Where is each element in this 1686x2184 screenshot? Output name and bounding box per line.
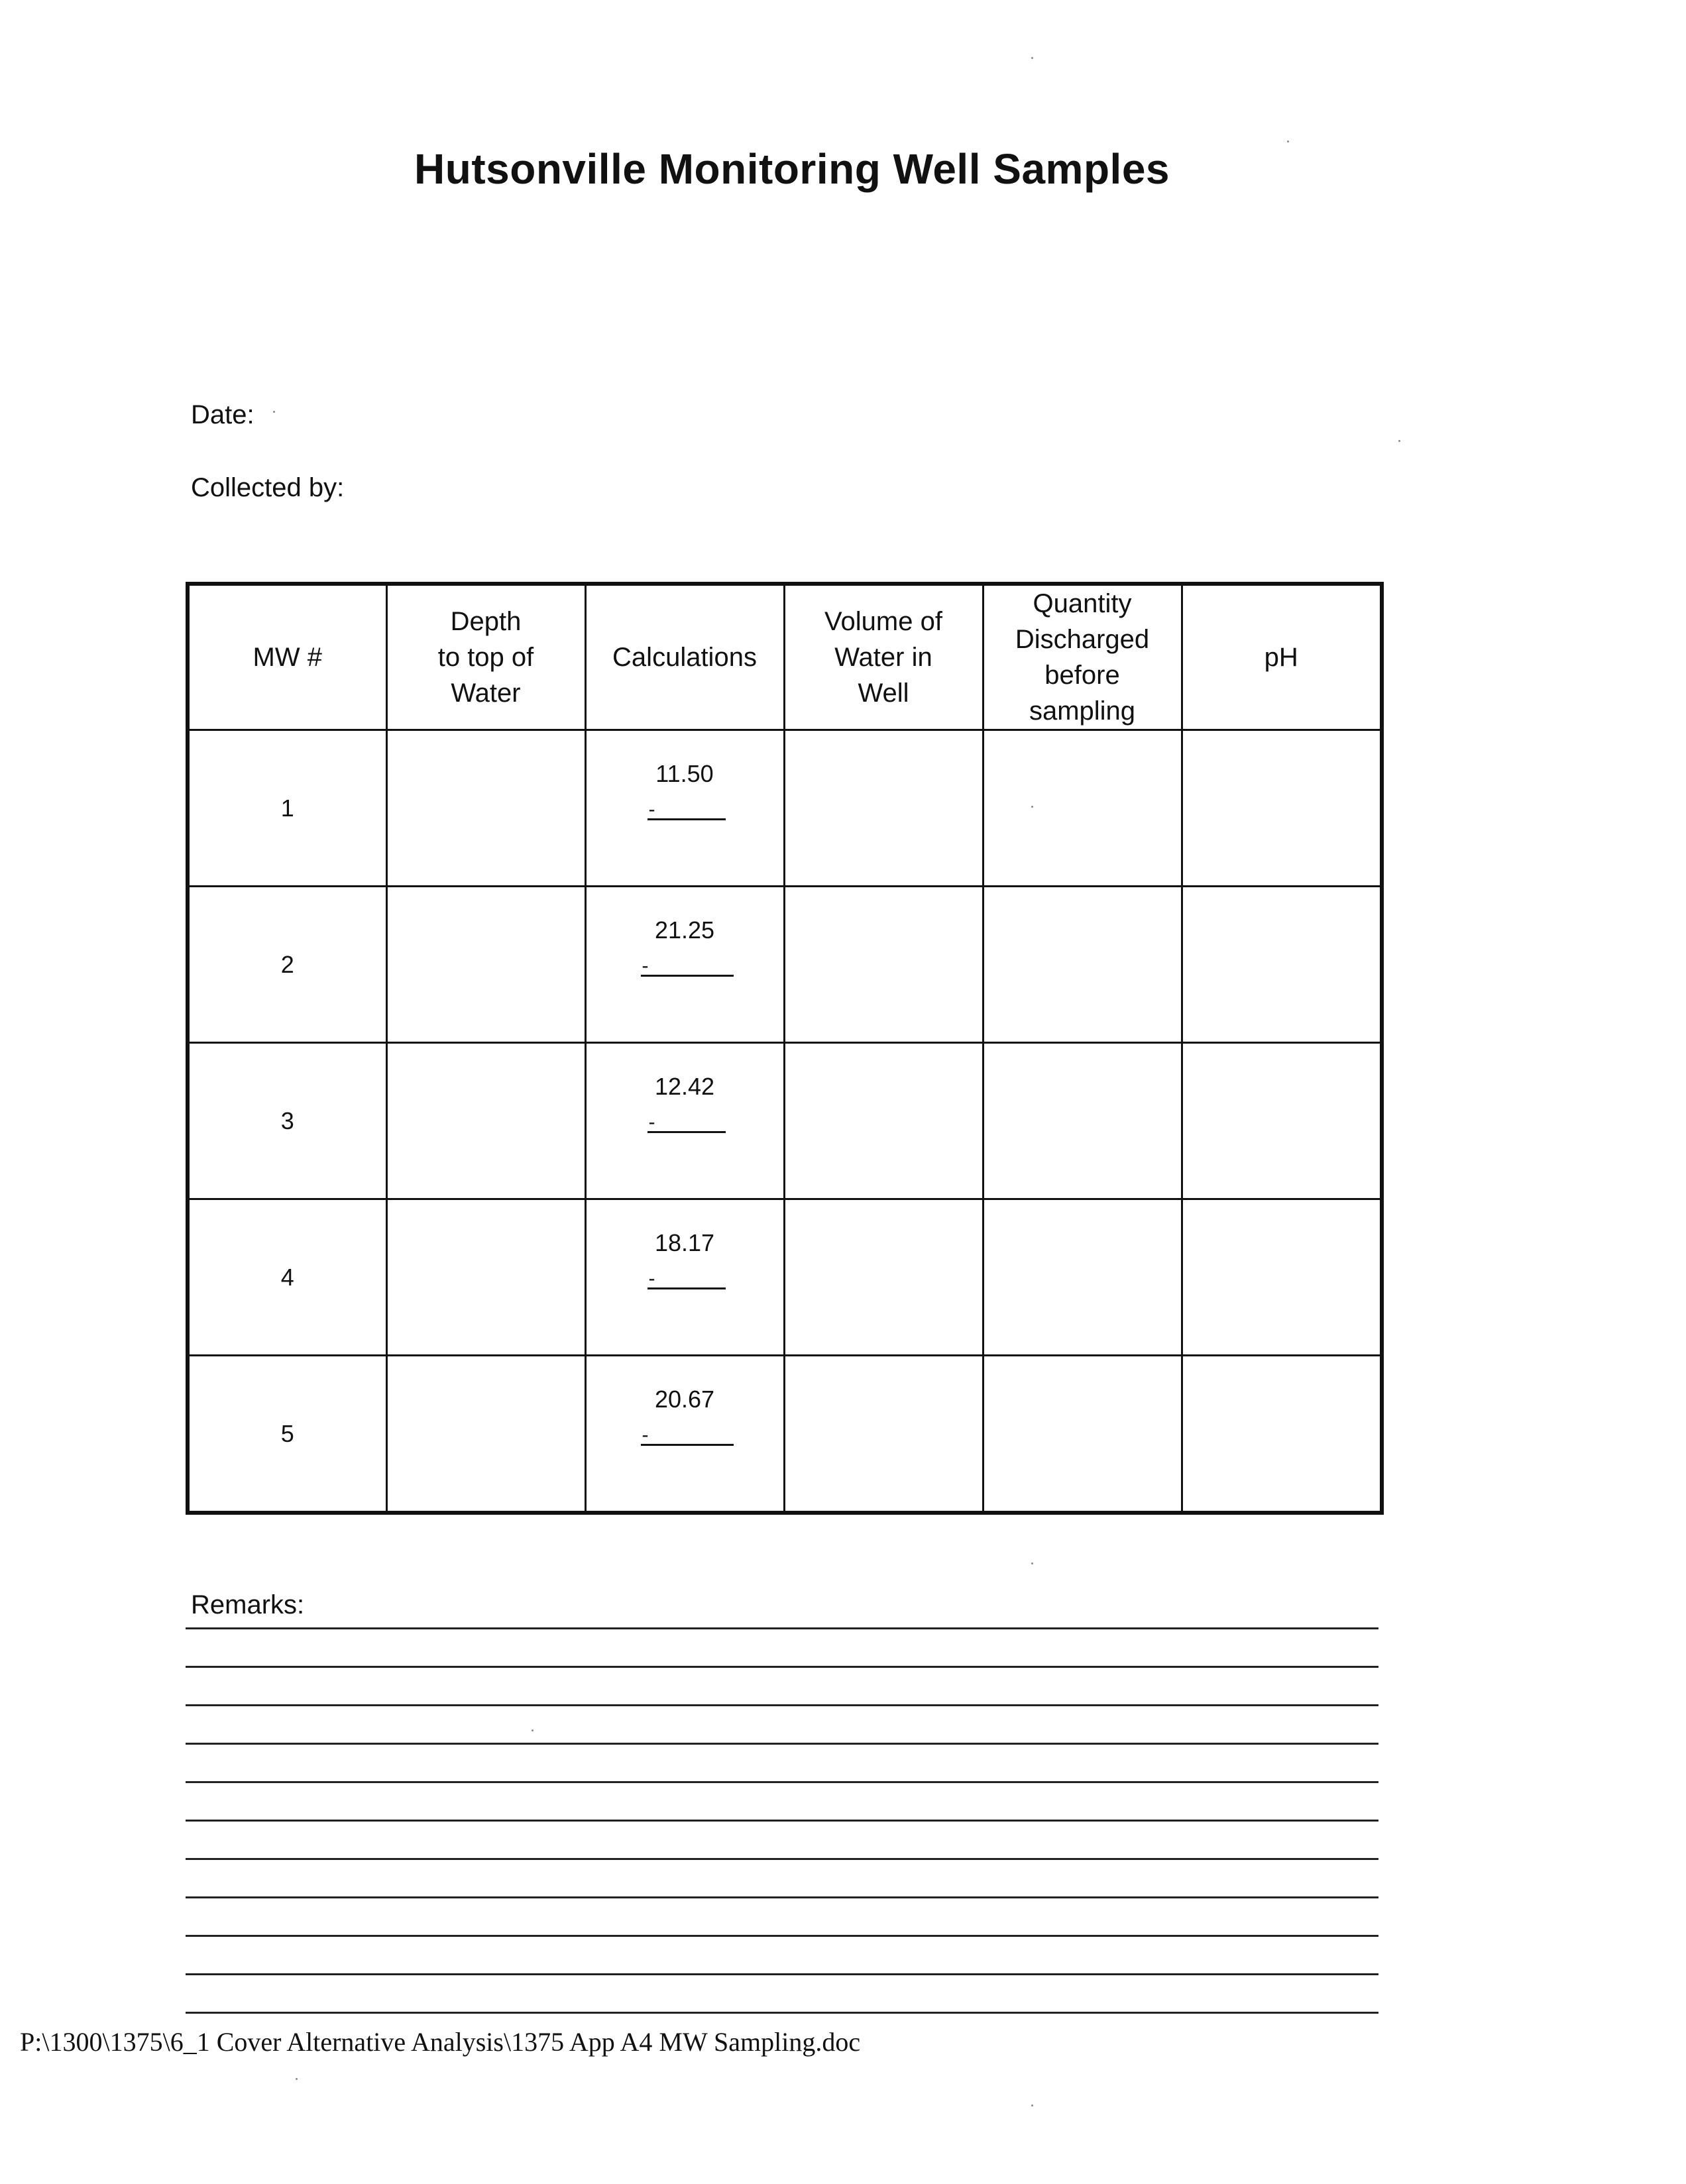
header-line: before — [1044, 661, 1120, 690]
header-line: Discharged — [1015, 625, 1150, 654]
remark-line[interactable] — [186, 1820, 1378, 1822]
scan-speck — [1287, 140, 1289, 142]
header-depth-to-water — [386, 584, 585, 730]
ph-cell[interactable] — [1182, 1356, 1382, 1513]
calculation-value: 11.50 — [655, 760, 714, 787]
mw-number-cell: 1 — [188, 730, 386, 887]
mw-number-cell: 2 — [188, 887, 386, 1043]
remark-line[interactable] — [186, 1858, 1378, 1860]
remark-line[interactable] — [186, 1627, 1378, 1629]
ph-cell[interactable] — [1182, 1199, 1382, 1356]
ph-cell[interactable] — [1182, 887, 1382, 1043]
depth-cell[interactable] — [386, 887, 585, 1043]
depth-cell[interactable] — [386, 1043, 585, 1199]
calculation-value: 18.17 — [654, 1229, 715, 1256]
calculation-value: 12.42 — [654, 1073, 715, 1100]
header-line: Water — [451, 679, 521, 708]
mw-number-cell: 4 — [188, 1199, 386, 1356]
calculation-minus: - — [642, 955, 649, 977]
calculation-minus: - — [648, 1268, 655, 1289]
quantity-cell[interactable] — [983, 887, 1182, 1043]
header-line: Depth — [450, 607, 522, 636]
header-line: Quantity — [1033, 589, 1132, 618]
footer-file-path: P:\1300\1375\6_1 Cover Alternative Analysis\1375 App A4 MW Sampling.doc — [20, 2027, 861, 2057]
calculation-underline — [647, 1287, 726, 1289]
scan-speck — [296, 2078, 298, 2080]
volume-cell[interactable] — [784, 1043, 983, 1199]
table-row — [188, 887, 1382, 1043]
collected-by-label: Collected by: — [191, 473, 345, 502]
calculation-cell[interactable] — [585, 887, 784, 1043]
remark-line[interactable] — [186, 1896, 1378, 1898]
monitoring-well-table — [186, 582, 1384, 1515]
header-line: Calculations — [612, 643, 757, 672]
table-header-row — [188, 584, 1382, 730]
header-line: Water in — [834, 643, 932, 672]
volume-cell[interactable] — [784, 1199, 983, 1356]
calculation-minus: - — [648, 798, 655, 820]
calculation-cell[interactable] — [585, 730, 784, 887]
depth-cell[interactable] — [386, 1356, 585, 1513]
header-line: sampling — [1029, 696, 1136, 726]
calculation-minus: - — [642, 1424, 649, 1446]
calculation-value: 20.67 — [654, 1386, 715, 1413]
scan-speck — [1031, 1562, 1033, 1564]
header-line: Volume of — [824, 607, 942, 636]
volume-cell[interactable] — [784, 887, 983, 1043]
header-volume-of-water — [784, 584, 983, 730]
calculation-underline — [647, 818, 726, 820]
quantity-cell[interactable] — [983, 1356, 1182, 1513]
ph-cell[interactable] — [1182, 730, 1382, 887]
calculation-value: 21.25 — [654, 916, 715, 944]
quantity-cell[interactable] — [983, 1043, 1182, 1199]
table-row — [188, 1043, 1382, 1199]
header-line: MW # — [253, 643, 322, 672]
mw-number-cell: 3 — [188, 1043, 386, 1199]
remark-line[interactable] — [186, 1666, 1378, 1668]
header-mw-number — [188, 584, 386, 730]
header-line: Well — [858, 679, 909, 708]
volume-cell[interactable] — [784, 730, 983, 887]
calculation-underline — [647, 1131, 726, 1133]
header-calculations — [585, 584, 784, 730]
page-title: Hutsonville Monitoring Well Samples — [414, 145, 1170, 193]
table-row — [188, 1199, 1382, 1356]
calculation-underline — [641, 1444, 734, 1446]
header-line: pH — [1264, 643, 1298, 672]
header-line: to top of — [437, 643, 534, 672]
remark-line[interactable] — [186, 1935, 1378, 1937]
header-ph — [1182, 584, 1382, 730]
calculation-cell[interactable] — [585, 1043, 784, 1199]
remarks-label: Remarks: — [191, 1590, 305, 1619]
calculation-cell[interactable] — [585, 1356, 784, 1513]
mw-number-cell: 5 — [188, 1356, 386, 1513]
date-label: Date: — [191, 400, 254, 429]
depth-cell[interactable] — [386, 1199, 585, 1356]
scan-speck — [273, 411, 275, 413]
remark-line[interactable] — [186, 2012, 1378, 2014]
scan-speck — [1398, 440, 1400, 442]
remark-line[interactable] — [186, 1781, 1378, 1783]
header-quantity-discharged — [983, 584, 1182, 730]
calculation-minus: - — [648, 1111, 655, 1133]
quantity-cell[interactable] — [983, 730, 1182, 887]
depth-cell[interactable] — [386, 730, 585, 887]
volume-cell[interactable] — [784, 1356, 983, 1513]
remark-line[interactable] — [186, 1704, 1378, 1706]
remark-line[interactable] — [186, 1973, 1378, 1975]
scan-speck — [1031, 57, 1033, 59]
calculation-underline — [641, 975, 734, 977]
scan-speck — [532, 1729, 534, 1731]
calculation-cell[interactable] — [585, 1199, 784, 1356]
table-row — [188, 730, 1382, 887]
remark-line[interactable] — [186, 1743, 1378, 1745]
ph-cell[interactable] — [1182, 1043, 1382, 1199]
scan-speck — [1031, 2104, 1033, 2106]
table-row — [188, 1356, 1382, 1513]
quantity-cell[interactable] — [983, 1199, 1182, 1356]
scan-speck — [1031, 806, 1033, 808]
